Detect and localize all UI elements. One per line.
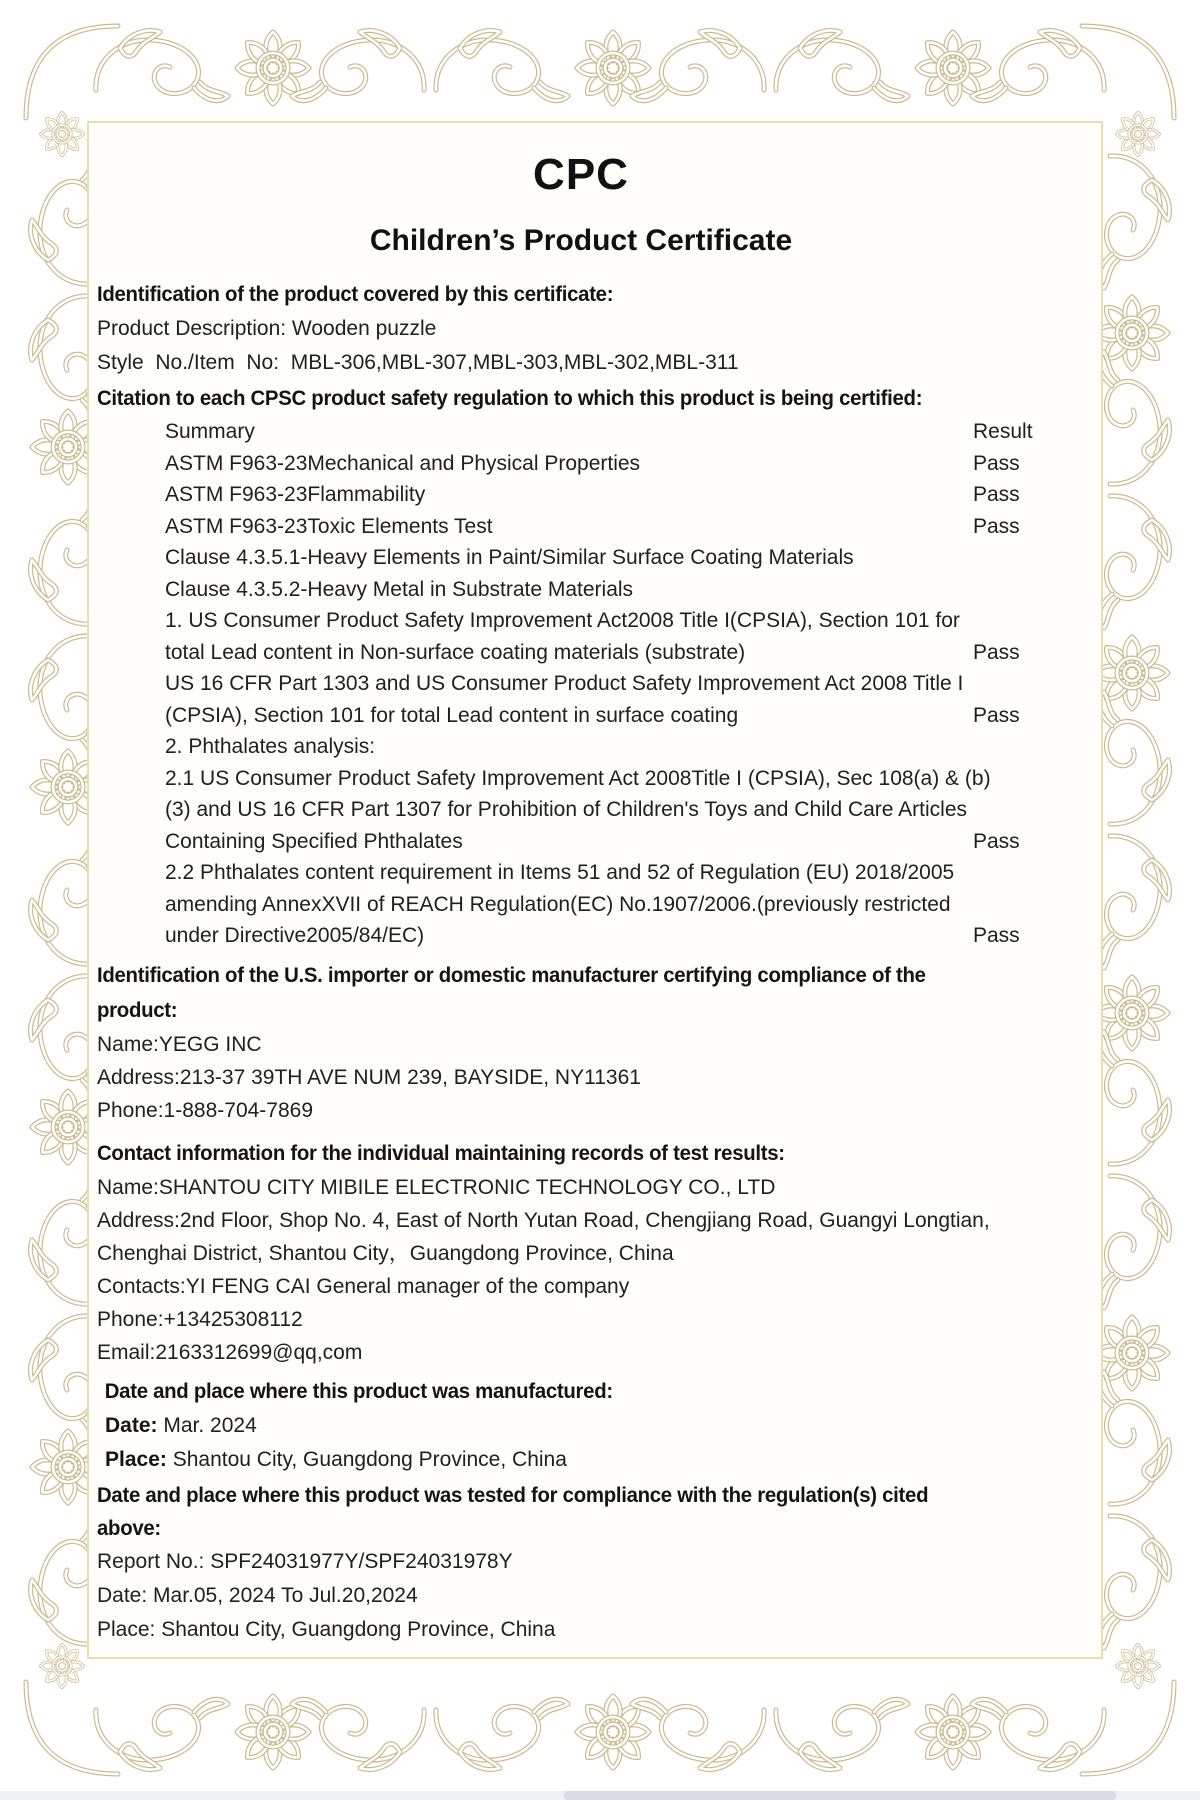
citation-text: under Directive2005/84/EC) — [165, 924, 425, 947]
citation-row — [97, 542, 1065, 574]
citation-row — [97, 731, 1065, 763]
records-contact-line: Chenghai District, Shantou City，Guangdong Province, China — [97, 1241, 674, 1265]
citation-result: Pass — [973, 483, 1020, 506]
records-contact-line: Email:2163312699@qq,com — [97, 1340, 363, 1364]
records-contact-line: Contacts:YI FENG CAI General manager of the company — [97, 1274, 630, 1298]
citation-row — [97, 889, 1065, 921]
tested-heading-line: Date and place where this product was tested for compliance with the regulation(s) cited — [97, 1483, 929, 1507]
records-contact-line: Address:2nd Floor, Shop No. 4, East of North Yutan Road, Chengjiang Road, Guangyi Longtian, — [97, 1208, 990, 1232]
citation-text: amending AnnexXVII of REACH Regulation(EC) No.1907/2006.(previously restricted — [165, 892, 951, 916]
tested-heading-line: above: — [97, 1516, 161, 1540]
citation-text: ASTM F963-23Flammability — [165, 483, 426, 506]
manufactured-place-line — [97, 1443, 1065, 1477]
citation-text: Clause 4.3.5.2-Heavy Metal in Substrate Materials — [165, 577, 634, 601]
records-contact-details — [97, 1171, 1065, 1369]
section-heading-product-identification: Identification of the product covered by this certificate: — [97, 283, 614, 306]
section-heading-records-contact: Contact information for the individual maintaining records of test results: — [97, 1141, 785, 1165]
citation-text: US 16 CFR Part 1303 and US Consumer Product Safety Improvement Act 2008 Title I — [165, 672, 964, 695]
citation-text: total Lead content in Non-surface coating materials (substrate) — [165, 640, 746, 664]
manufactured-place-value: Shantou City, Guangdong Province, China — [166, 1447, 567, 1471]
citation-row — [97, 448, 1065, 480]
citation-text: 2.1 US Consumer Product Safety Improvement Act 2008Title I (CPSIA), Sec 108(a) & (b) — [165, 766, 991, 790]
citation-text: ASTM F963-23Toxic Elements Test — [165, 514, 493, 538]
citation-text: 2.2 Phthalates content requirement in Items 51 and 52 of Regulation (EU) 2018/2005 — [165, 861, 955, 884]
manufactured-date-value: Mar. 2024 — [157, 1413, 257, 1437]
citation-row — [97, 700, 1065, 732]
certificate-type-title: CPC — [533, 150, 629, 199]
records-contact-line: Phone:+13425308112 — [97, 1307, 303, 1331]
tested-detail-line: Date: Mar.05, 2024 To Jul.20,2024 — [97, 1583, 418, 1607]
citation-row — [97, 826, 1065, 858]
citation-row — [97, 605, 1065, 637]
importer-detail-line: Address:213-37 39TH AVE NUM 239, BAYSIDE, NY11361 — [97, 1065, 641, 1089]
importer-detail-line: Name:YEGG INC — [97, 1032, 262, 1056]
tested-details — [97, 1545, 1065, 1647]
citation-result: Pass — [973, 640, 1020, 664]
citation-row — [97, 668, 1065, 700]
importer-heading-line: product: — [97, 998, 178, 1022]
citation-result: Pass — [973, 924, 1020, 947]
citation-result: Pass — [973, 451, 1020, 475]
manufactured-date-label: Date: — [105, 1413, 158, 1437]
page-subtitle: Children’s Product Certificate — [369, 224, 793, 257]
tested-detail-line: Report No.: SPF24031977Y/SPF24031978Y — [97, 1549, 513, 1573]
citation-row — [97, 637, 1065, 669]
citation-text: Containing Specified Phthalates — [165, 829, 463, 853]
citation-row — [97, 511, 1065, 543]
horizontal-scrollbar-track[interactable] — [0, 1791, 1200, 1800]
citation-row — [97, 920, 1065, 952]
importer-detail-line: Phone:1-888-704-7869 — [97, 1098, 314, 1122]
citation-text: Summary — [165, 420, 255, 443]
importer-heading-line: Identification of the U.S. importer or domestic manufacturer certifying compliance of the — [97, 963, 926, 987]
importer-details — [97, 1028, 1065, 1127]
citation-row — [97, 574, 1065, 606]
product-identification-lines — [97, 312, 1065, 380]
citation-result: Result — [973, 420, 1033, 443]
certificate-body — [88, 122, 1102, 1658]
section-heading-tested — [97, 1479, 1065, 1545]
citation-row — [97, 416, 1065, 448]
citation-text: (3) and US 16 CFR Part 1307 for Prohibition of Children's Toys and Child Care Articles — [165, 798, 967, 821]
citation-text: (CPSIA), Section 101 for total Lead content in surface coating — [165, 703, 739, 727]
citation-text: Clause 4.3.5.1-Heavy Elements in Paint/Similar Surface Coating Materials — [165, 546, 854, 569]
tested-detail-line: Place: Shantou City, Guangdong Province, China — [97, 1617, 556, 1641]
citation-row — [97, 763, 1065, 795]
citation-text: 2. Phthalates analysis: — [165, 735, 376, 758]
horizontal-scrollbar-thumb[interactable] — [564, 1791, 1116, 1800]
citation-row — [97, 857, 1065, 889]
citation-row — [97, 794, 1065, 826]
citation-table — [97, 416, 1065, 952]
citation-result: Pass — [973, 514, 1020, 538]
citation-row — [97, 479, 1065, 511]
manufactured-place-label: Place: — [105, 1447, 167, 1471]
product-identification-line: Product Description: Wooden puzzle — [97, 317, 437, 340]
section-heading-importer — [97, 958, 1065, 1028]
product-identification-line: Style No./Item No: MBL-306,MBL-307,MBL-303,MBL-302,MBL-311 — [97, 351, 739, 374]
records-contact-line: Name:SHANTOU CITY MIBILE ELECTRONIC TECHNOLOGY CO., LTD — [97, 1175, 776, 1199]
citation-result: Pass — [973, 829, 1020, 853]
citation-text: 1. US Consumer Product Safety Improvement Act2008 Title I(CPSIA), Section 101 for — [165, 609, 960, 632]
citation-result: Pass — [973, 703, 1020, 727]
manufactured-date-line — [97, 1409, 1065, 1443]
section-heading-citations: Citation to each CPSC product safety regulation to which this product is being certified: — [97, 387, 923, 410]
section-heading-manufactured: Date and place where this product was manufactured: — [104, 1379, 613, 1403]
citation-text: ASTM F963-23Mechanical and Physical Properties — [165, 451, 641, 475]
